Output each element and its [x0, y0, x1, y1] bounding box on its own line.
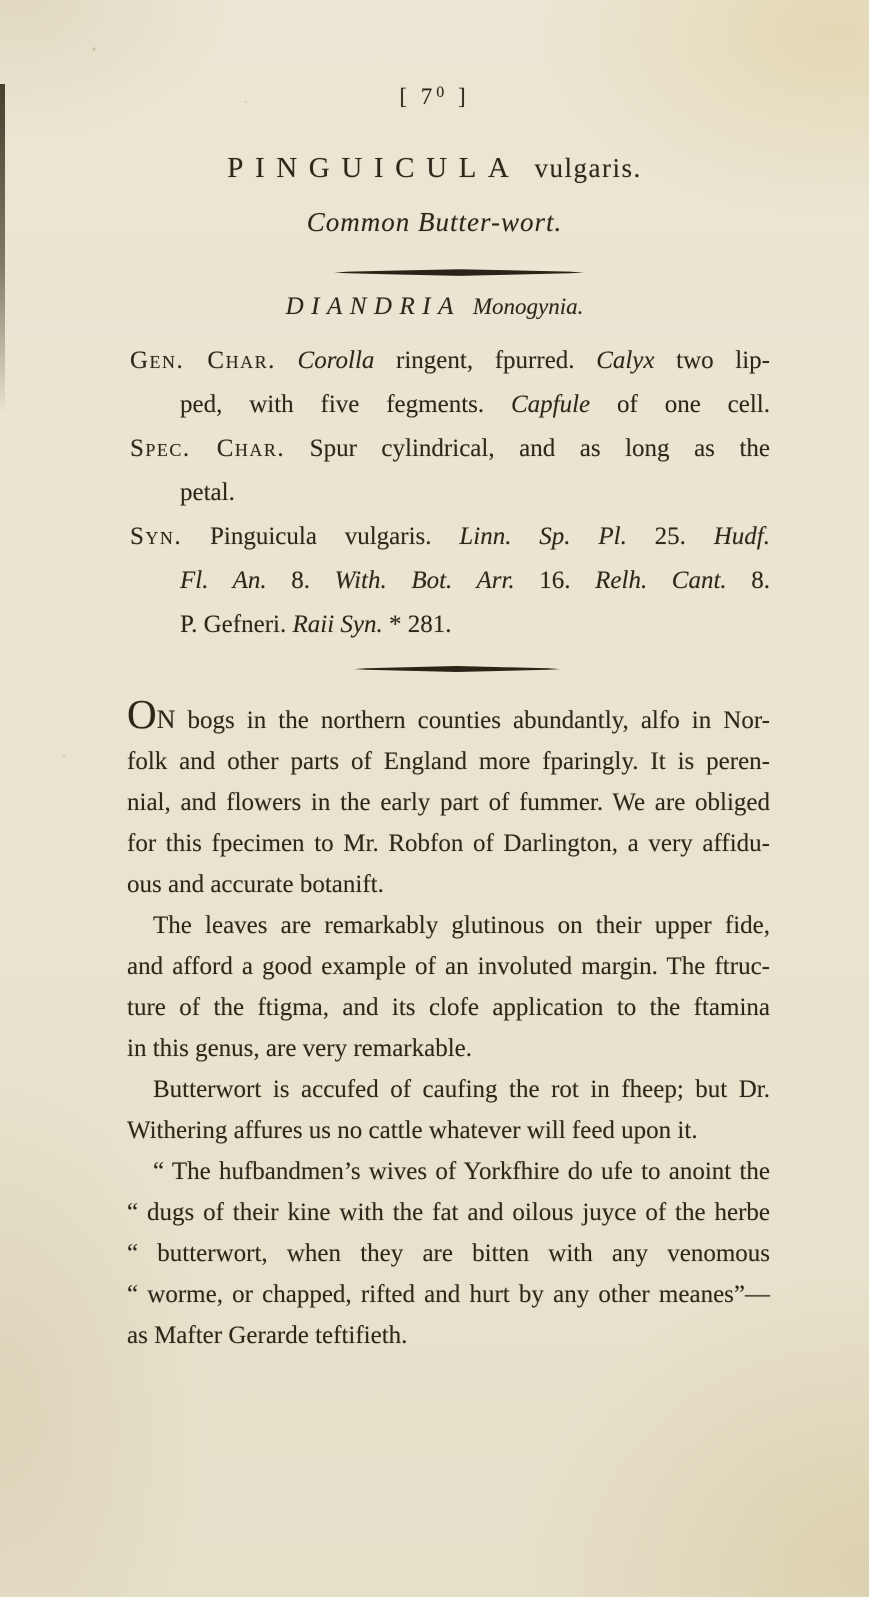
text-line: P. Gefneri. Raii Syn. * 281. — [180, 611, 452, 638]
species-title — [0, 152, 869, 185]
text-line: in this genus, are very remarkable. — [127, 1035, 473, 1062]
paragraph-leaves — [127, 905, 770, 1069]
swelled-rule — [334, 268, 584, 277]
genus-name: PINGUICULA — [227, 152, 521, 184]
text-line: “ worme, or chapped, rifted and hurt by any other meanes”— — [127, 1281, 770, 1308]
swelled-rule — [354, 665, 560, 673]
description-text — [127, 691, 770, 1356]
text-line: Withering affures us no cattle whatever will feed upon it. — [127, 1117, 698, 1144]
paragraph-sheep-rot — [127, 1069, 770, 1151]
text-line: Spec. Char. Spur cylindrical, and as long as the — [130, 435, 770, 462]
class-name: DIANDRIA — [285, 293, 461, 320]
text-line: ture of the ftigma, and its clofe application to the ftamina — [127, 994, 770, 1021]
text-line: [ $7^0$ ] — [399, 84, 470, 109]
text-line: “ dugs of their kine with the fat and oilous juyce of the herbe — [127, 1199, 770, 1226]
synopsis-block — [130, 339, 770, 647]
page-edge-shadow — [0, 84, 5, 414]
text-line: as Mafter Gerarde teftifieth. — [127, 1322, 408, 1349]
text-line: “ butterwort, when they are bitten with any venomous — [127, 1240, 770, 1267]
text-line: The leaves are remarkably glutinous on their upper fide, — [153, 912, 770, 939]
order-name: Monogynia. — [472, 294, 584, 319]
paragraph-habitat — [127, 691, 770, 905]
text-line: ped, with five fegments. Capfule of one cell. — [180, 391, 770, 418]
text-line: Fl. An. 8. With. Bot. Arr. 16. Relh. Cant. 8. — [180, 567, 771, 594]
text-line: for this fpecimen to Mr. Robfon of Darlington, a very affidu- — [127, 830, 770, 857]
text-line: ous and accurate botanift. — [127, 871, 384, 898]
page-number — [0, 84, 869, 110]
text-line: petal. — [180, 479, 235, 506]
text-line: Gen. Char. Corolla ringent, fpurred. Calyx two lip- — [130, 347, 771, 374]
book-page — [0, 84, 869, 1597]
common-name: Common Butter-wort. — [306, 207, 563, 237]
species-epithet: vulgaris. — [534, 153, 642, 183]
text-line: and afford a good example of an involuted margin. The ftruc- — [127, 953, 770, 980]
paragraph-gerarde-quote — [127, 1151, 770, 1356]
text-line: nial, and flowers in the early part of fummer. We are obliged — [127, 789, 770, 816]
text-line: Syn. Pinguicula vulgaris. Linn. Sp. Pl. 25. Hudf. — [130, 523, 770, 550]
text-line: “ The hufbandmen’s wives of Yorkfhire do ufe to anoint the — [153, 1158, 770, 1185]
text-line: folk and other parts of England more fparingly. It is peren- — [127, 748, 770, 775]
text-line: Butterwort is accufed of caufing the rot in fheep; but Dr. — [153, 1076, 770, 1103]
text-line: ON bogs in the northern counties abundantly, alfo in Nor- — [127, 691, 770, 737]
linnaean-classification — [0, 293, 869, 321]
